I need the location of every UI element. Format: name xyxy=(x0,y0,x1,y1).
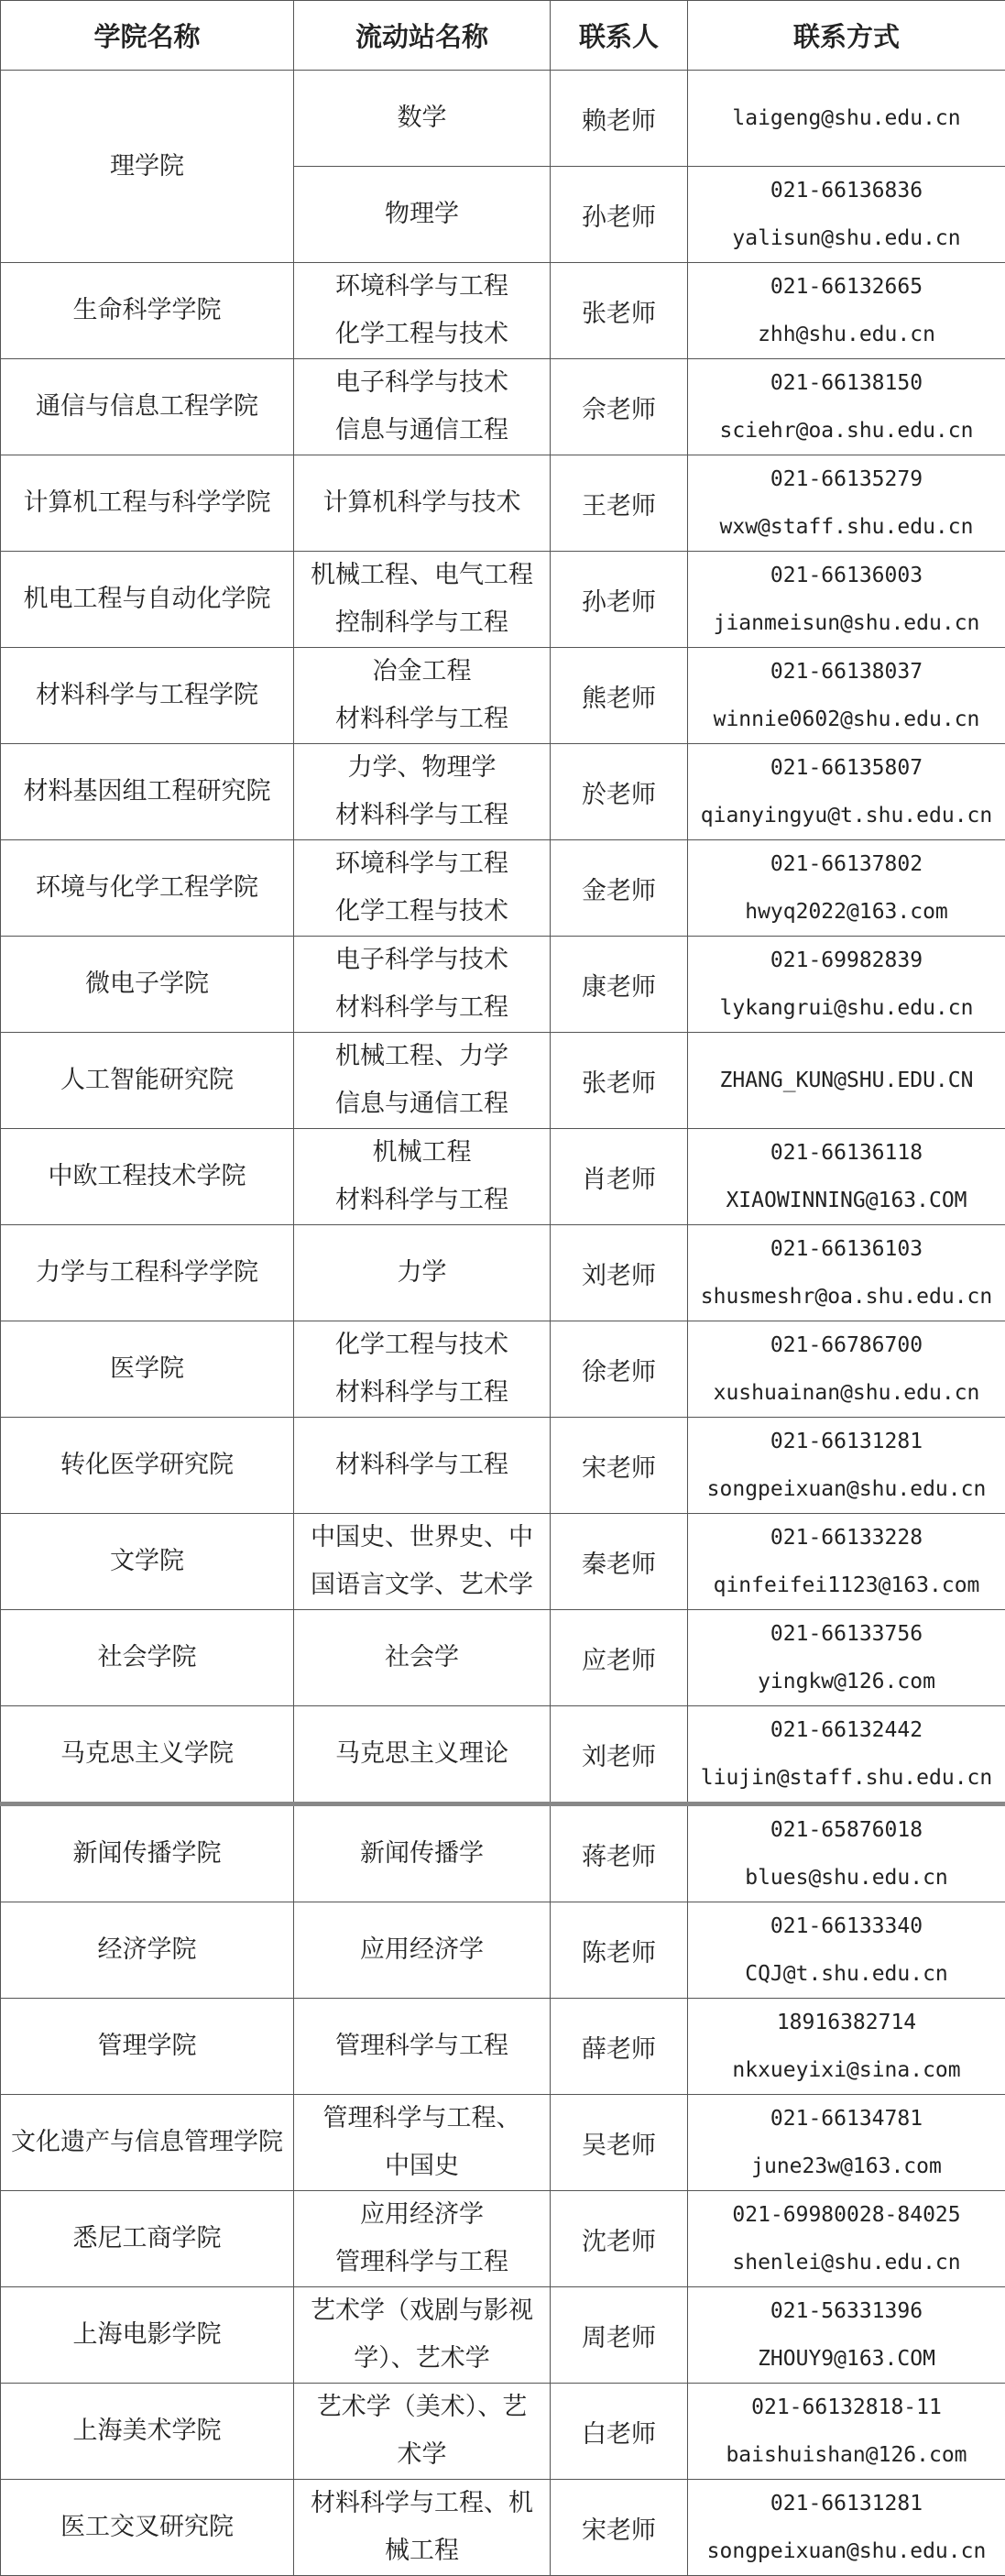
table-row xyxy=(1,2384,1005,2480)
station-line: 材料科学与工程 xyxy=(298,1369,546,1417)
contact-method xyxy=(688,1225,1005,1321)
station-name xyxy=(294,263,551,359)
phone-number: 021-66136836 xyxy=(692,167,1001,214)
school-name: 上海美术学院 xyxy=(1,2384,294,2480)
table-row xyxy=(1,2191,1005,2287)
contact-method xyxy=(688,2384,1005,2480)
table-row xyxy=(1,2287,1005,2384)
email-address: ZHANG_KUN@SHU.EDU.CN xyxy=(692,1057,1001,1104)
school-name: 人工智能研究院 xyxy=(1,1033,294,1129)
station-line: 力学 xyxy=(298,1249,546,1297)
station-line: 社会学 xyxy=(298,1634,546,1682)
email-address: qianyingyu@t.shu.edu.cn xyxy=(692,792,1001,839)
email-address: june23w@163.com xyxy=(692,2143,1001,2190)
table-row xyxy=(1,1321,1005,1418)
phone-number: 021-66135807 xyxy=(692,744,1001,792)
contact-person: 金老师 xyxy=(551,840,688,937)
table-row xyxy=(1,1418,1005,1514)
email-address: songpeixuan@shu.edu.cn xyxy=(692,1465,1001,1513)
email-address: baishuishan@126.com xyxy=(692,2431,1001,2479)
email-address: zhh@shu.edu.cn xyxy=(692,311,1001,358)
station-line: 冶金工程 xyxy=(298,648,546,696)
station-line: 艺术学（美术）、艺 xyxy=(298,2384,546,2431)
station-line: 环境科学与工程 xyxy=(298,840,546,888)
station-line: 管理科学与工程 xyxy=(298,2022,546,2070)
phone-number: 021-69980028-84025 xyxy=(692,2191,1001,2239)
header-row xyxy=(1,1,1005,71)
contact-person: 应老师 xyxy=(551,1610,688,1706)
station-line: 物理学 xyxy=(298,191,546,238)
school-name: 文学院 xyxy=(1,1514,294,1610)
contact-person: 於老师 xyxy=(551,744,688,840)
station-line: 电子科学与技术 xyxy=(298,359,546,407)
station-name xyxy=(294,2191,551,2287)
station-line: 国语言文学、艺术学 xyxy=(298,1562,546,1609)
school-name: 上海电影学院 xyxy=(1,2287,294,2384)
email-address: blues@shu.edu.cn xyxy=(692,1854,1001,1902)
phone-number: 021-66132442 xyxy=(692,1706,1001,1754)
school-name: 环境与化学工程学院 xyxy=(1,840,294,937)
email-address: xushuainan@shu.edu.cn xyxy=(692,1369,1001,1417)
phone-number: 021-56331396 xyxy=(692,2287,1001,2335)
school-name: 文化遗产与信息管理学院 xyxy=(1,2095,294,2191)
phone-number: 021-66132665 xyxy=(692,263,1001,311)
contact-person: 白老师 xyxy=(551,2384,688,2480)
contact-method xyxy=(688,1706,1005,1804)
station-line: 环境科学与工程 xyxy=(298,263,546,311)
contact-method xyxy=(688,2480,1005,2576)
phone-number: 021-66136003 xyxy=(692,552,1001,599)
contact-method xyxy=(688,744,1005,840)
station-name xyxy=(294,1610,551,1706)
contact-person: 蒋老师 xyxy=(551,1804,688,1902)
station-line: 化学工程与技术 xyxy=(298,1321,546,1369)
contact-method xyxy=(688,1033,1005,1129)
station-name xyxy=(294,1514,551,1610)
header-method: 联系方式 xyxy=(688,1,1005,71)
station-line: 材料科学与工程、机 xyxy=(298,2480,546,2527)
station-line: 术学 xyxy=(298,2431,546,2479)
station-line: 信息与通信工程 xyxy=(298,1080,546,1128)
school-name: 医学院 xyxy=(1,1321,294,1418)
contact-method xyxy=(688,71,1005,167)
phone-number: 021-66786700 xyxy=(692,1321,1001,1369)
email-address: CQJ@t.shu.edu.cn xyxy=(692,1950,1001,1998)
school-name: 理学院 xyxy=(1,71,294,263)
table-row xyxy=(1,1999,1005,2095)
table-body xyxy=(1,71,1005,2576)
school-name: 计算机工程与科学学院 xyxy=(1,455,294,552)
table-row xyxy=(1,1804,1005,1902)
contact-method xyxy=(688,167,1005,263)
contact-method xyxy=(688,2095,1005,2191)
station-line: 材料科学与工程 xyxy=(298,1441,546,1489)
station-line: 电子科学与技术 xyxy=(298,937,546,984)
station-line: 材料科学与工程 xyxy=(298,696,546,743)
email-address: winnie0602@shu.edu.cn xyxy=(692,696,1001,743)
station-name xyxy=(294,2287,551,2384)
station-line: 计算机科学与技术 xyxy=(298,479,546,527)
contact-method xyxy=(688,2191,1005,2287)
contact-person: 孙老师 xyxy=(551,167,688,263)
school-name: 马克思主义学院 xyxy=(1,1706,294,1804)
contact-method xyxy=(688,1999,1005,2095)
contact-person: 肖老师 xyxy=(551,1129,688,1225)
school-name: 生命科学学院 xyxy=(1,263,294,359)
table-row xyxy=(1,455,1005,552)
contact-method xyxy=(688,1129,1005,1225)
email-address: shenlei@shu.edu.cn xyxy=(692,2239,1001,2286)
email-address: qinfeifei1123@163.com xyxy=(692,1562,1001,1609)
station-line: 机械工程、力学 xyxy=(298,1033,546,1080)
station-line: 应用经济学 xyxy=(298,2191,546,2239)
school-name: 医工交叉研究院 xyxy=(1,2480,294,2576)
email-address: lykangrui@shu.edu.cn xyxy=(692,984,1001,1032)
contact-method xyxy=(688,1610,1005,1706)
table-row xyxy=(1,840,1005,937)
email-address: shusmeshr@oa.shu.edu.cn xyxy=(692,1273,1001,1321)
school-name: 材料基因组工程研究院 xyxy=(1,744,294,840)
contact-person: 张老师 xyxy=(551,263,688,359)
table-row xyxy=(1,71,1005,167)
station-name xyxy=(294,937,551,1033)
station-line: 械工程 xyxy=(298,2527,546,2575)
table-row xyxy=(1,1902,1005,1999)
phone-number: 18916382714 xyxy=(692,1999,1001,2046)
station-name xyxy=(294,71,551,167)
phone-number: 021-66136118 xyxy=(692,1129,1001,1177)
station-line: 材料科学与工程 xyxy=(298,1177,546,1224)
contact-person: 陈老师 xyxy=(551,1902,688,1999)
contact-person: 沈老师 xyxy=(551,2191,688,2287)
school-name: 社会学院 xyxy=(1,1610,294,1706)
table-row xyxy=(1,1514,1005,1610)
contact-method xyxy=(688,1804,1005,1902)
contact-person: 刘老师 xyxy=(551,1706,688,1804)
contact-person: 宋老师 xyxy=(551,1418,688,1514)
email-address: nkxueyixi@sina.com xyxy=(692,2046,1001,2094)
contact-person: 周老师 xyxy=(551,2287,688,2384)
station-line: 艺术学（戏剧与影视 xyxy=(298,2287,546,2335)
station-name xyxy=(294,2480,551,2576)
station-line: 机械工程、电气工程 xyxy=(298,552,546,599)
email-address: XIAOWINNING@163.COM xyxy=(692,1177,1001,1224)
header-contact: 联系人 xyxy=(551,1,688,71)
email-address: laigeng@shu.edu.cn xyxy=(692,94,1001,142)
contact-person: 王老师 xyxy=(551,455,688,552)
table-row xyxy=(1,648,1005,744)
table-row xyxy=(1,744,1005,840)
table-row xyxy=(1,2480,1005,2576)
station-name xyxy=(294,744,551,840)
station-line: 材料科学与工程 xyxy=(298,792,546,839)
school-name: 微电子学院 xyxy=(1,937,294,1033)
phone-number: 021-66131281 xyxy=(692,2480,1001,2527)
phone-number: 021-66133756 xyxy=(692,1610,1001,1658)
station-name xyxy=(294,1033,551,1129)
table-row xyxy=(1,263,1005,359)
email-address: songpeixuan@shu.edu.cn xyxy=(692,2527,1001,2575)
station-name xyxy=(294,1902,551,1999)
station-line: 马克思主义理论 xyxy=(298,1730,546,1778)
phone-number: 021-66138037 xyxy=(692,648,1001,696)
phone-number: 021-66138150 xyxy=(692,359,1001,407)
email-address: sciehr@oa.shu.edu.cn xyxy=(692,407,1001,455)
station-name xyxy=(294,2095,551,2191)
contact-person: 吴老师 xyxy=(551,2095,688,2191)
station-name xyxy=(294,1129,551,1225)
station-line: 化学工程与技术 xyxy=(298,888,546,936)
phone-number: 021-66134781 xyxy=(692,2095,1001,2143)
contact-method xyxy=(688,648,1005,744)
contact-method xyxy=(688,1321,1005,1418)
contact-method xyxy=(688,455,1005,552)
station-line: 新闻传播学 xyxy=(298,1830,546,1878)
station-name xyxy=(294,1706,551,1804)
station-line: 管理科学与工程 xyxy=(298,2239,546,2286)
school-name: 中欧工程技术学院 xyxy=(1,1129,294,1225)
contact-method xyxy=(688,2287,1005,2384)
station-name xyxy=(294,455,551,552)
station-name xyxy=(294,840,551,937)
school-name: 悉尼工商学院 xyxy=(1,2191,294,2287)
station-line: 材料科学与工程 xyxy=(298,984,546,1032)
station-line: 力学、物理学 xyxy=(298,744,546,792)
station-name xyxy=(294,1225,551,1321)
station-line: 学）、艺术学 xyxy=(298,2335,546,2383)
contact-person: 薛老师 xyxy=(551,1999,688,2095)
school-name: 新闻传播学院 xyxy=(1,1804,294,1902)
table-row xyxy=(1,1129,1005,1225)
contact-method xyxy=(688,840,1005,937)
email-address: jianmeisun@shu.edu.cn xyxy=(692,599,1001,647)
table-row xyxy=(1,359,1005,455)
phone-number: 021-66133340 xyxy=(692,1902,1001,1950)
school-name: 材料科学与工程学院 xyxy=(1,648,294,744)
email-address: hwyq2022@163.com xyxy=(692,888,1001,936)
contact-method xyxy=(688,552,1005,648)
email-address: yalisun@shu.edu.cn xyxy=(692,214,1001,262)
contact-person: 佘老师 xyxy=(551,359,688,455)
phone-number: 021-66131281 xyxy=(692,1418,1001,1465)
table-row xyxy=(1,1225,1005,1321)
email-address: wxw@staff.shu.edu.cn xyxy=(692,503,1001,551)
table-row xyxy=(1,937,1005,1033)
station-name xyxy=(294,359,551,455)
contact-person: 徐老师 xyxy=(551,1321,688,1418)
station-name xyxy=(294,1999,551,2095)
school-name: 管理学院 xyxy=(1,1999,294,2095)
station-name xyxy=(294,1321,551,1418)
school-name: 机电工程与自动化学院 xyxy=(1,552,294,648)
contact-person: 秦老师 xyxy=(551,1514,688,1610)
station-line: 管理科学与工程、 xyxy=(298,2095,546,2143)
station-name xyxy=(294,552,551,648)
phone-number: 021-69982839 xyxy=(692,937,1001,984)
contact-person: 康老师 xyxy=(551,937,688,1033)
contact-method xyxy=(688,359,1005,455)
email-address: liujin@staff.shu.edu.cn xyxy=(692,1754,1001,1802)
table-row xyxy=(1,1610,1005,1706)
station-line: 化学工程与技术 xyxy=(298,311,546,358)
table-row xyxy=(1,1033,1005,1129)
station-line: 应用经济学 xyxy=(298,1926,546,1974)
contact-method xyxy=(688,1418,1005,1514)
contact-person: 孙老师 xyxy=(551,552,688,648)
phone-number: 021-66132818-11 xyxy=(692,2384,1001,2431)
school-name: 经济学院 xyxy=(1,1902,294,1999)
station-name xyxy=(294,648,551,744)
station-line: 控制科学与工程 xyxy=(298,599,546,647)
contact-person: 赖老师 xyxy=(551,71,688,167)
station-name xyxy=(294,2384,551,2480)
phone-number: 021-66137802 xyxy=(692,840,1001,888)
school-name: 力学与工程科学学院 xyxy=(1,1225,294,1321)
station-name xyxy=(294,1804,551,1902)
station-name xyxy=(294,167,551,263)
station-line: 信息与通信工程 xyxy=(298,407,546,455)
phone-number: 021-66135279 xyxy=(692,455,1001,503)
contact-method xyxy=(688,263,1005,359)
contact-person: 宋老师 xyxy=(551,2480,688,2576)
header-school: 学院名称 xyxy=(1,1,294,71)
station-line: 机械工程 xyxy=(298,1129,546,1177)
email-address: ZHOUY9@163.COM xyxy=(692,2335,1001,2383)
table-row xyxy=(1,1706,1005,1804)
contact-person: 张老师 xyxy=(551,1033,688,1129)
table-row xyxy=(1,552,1005,648)
phone-number: 021-66133228 xyxy=(692,1514,1001,1562)
contact-method xyxy=(688,937,1005,1033)
table-row xyxy=(1,2095,1005,2191)
phone-number: 021-66136103 xyxy=(692,1225,1001,1273)
contact-person: 熊老师 xyxy=(551,648,688,744)
email-address: yingkw@126.com xyxy=(692,1658,1001,1705)
phone-number: 021-65876018 xyxy=(692,1806,1001,1854)
contact-person: 刘老师 xyxy=(551,1225,688,1321)
station-line: 数学 xyxy=(298,94,546,142)
station-line: 中国史 xyxy=(298,2143,546,2190)
header-station: 流动站名称 xyxy=(294,1,551,71)
station-line: 中国史、世界史、中 xyxy=(298,1514,546,1562)
contact-method xyxy=(688,1514,1005,1610)
contact-method xyxy=(688,1902,1005,1999)
school-name: 通信与信息工程学院 xyxy=(1,359,294,455)
station-name xyxy=(294,1418,551,1514)
school-name: 转化医学研究院 xyxy=(1,1418,294,1514)
